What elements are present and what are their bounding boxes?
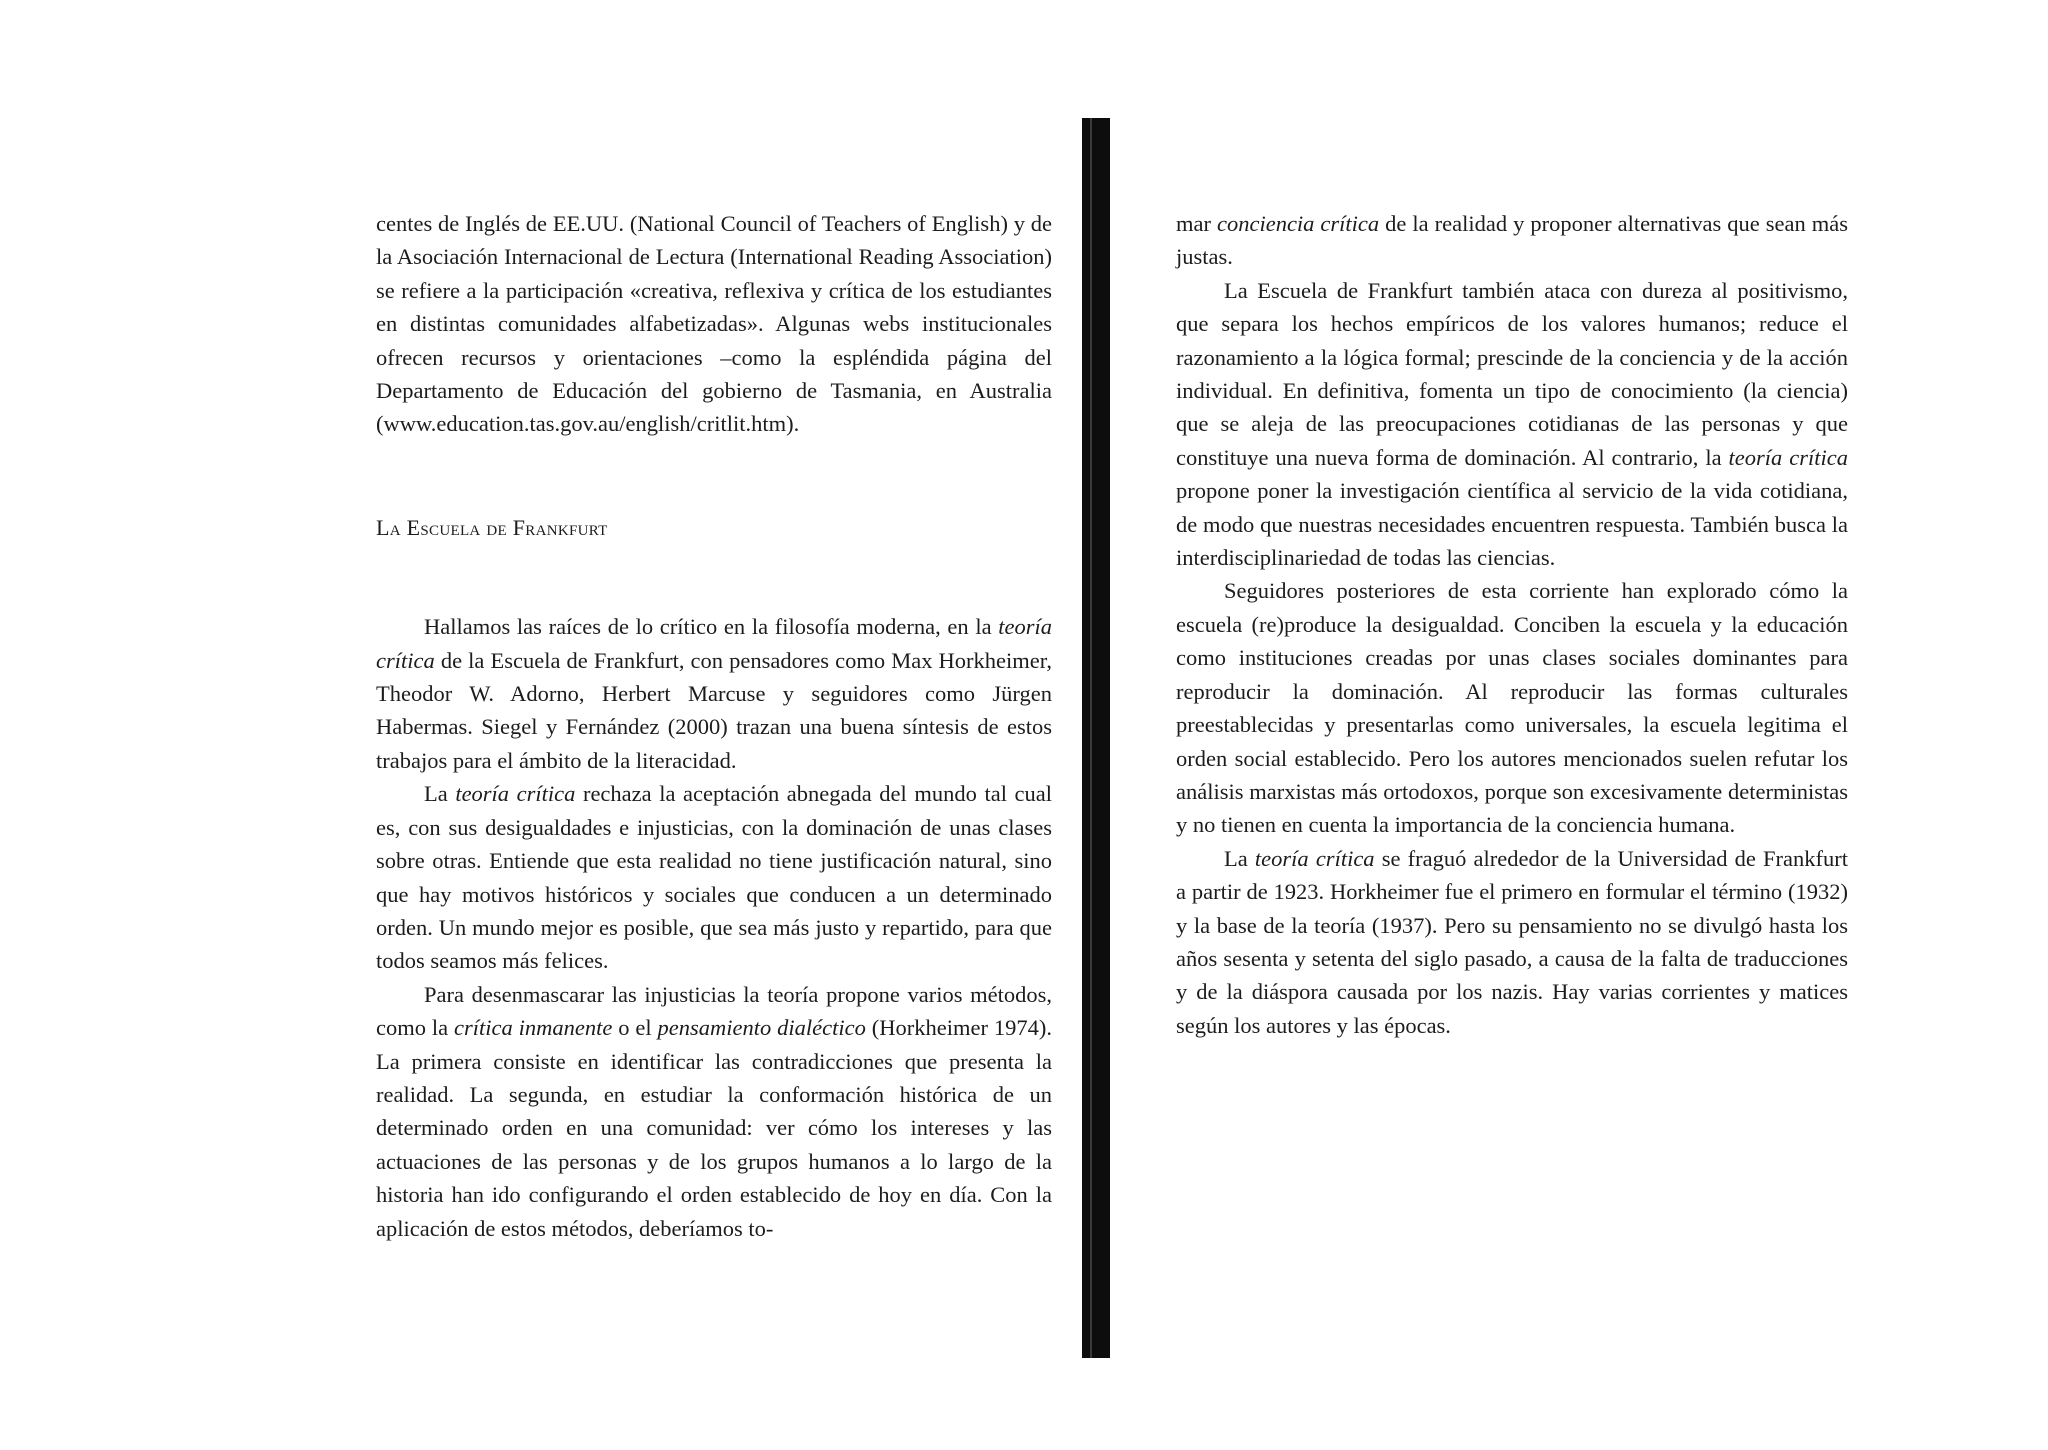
left-page-column [376, 207, 1052, 1245]
paragraph-roots: Hallamos las raíces de lo crítico en la filosofía moderna, en la teoría crítica de la Escuela de Frankfurt, con pensadores como Max Horkheimer, Theodor W. Adorno, Herbert Marcuse y seguidores como Jürgen Habermas. Siegel y Fernández (2000) trazan una buena síntesis de estos trabajos para el ámbito de la literacidad. [376, 614, 1052, 773]
intro-paragraph: centes de Inglés de EE.UU. (National Council of Teachers of English) y de la Asociación Internacional de Lectura (International Reading Association) se refiere a la participación «creativa, reflexiva y crítica de los estudiantes en distintas comunidades alfabetizadas». Algunas webs institucionales ofrecen recursos y orientaciones –como la espléndida página del Departamento de Educación del gobierno de Tasmania, en Australia (www.education.tas.gov.au/english/critlit.htm). [376, 211, 1052, 437]
paragraph-critical-theory: La teoría crítica rechaza la aceptación abnegada del mundo tal cual es, con sus desigualdades e injusticias, con la dominación de unas clases sobre otras. Entiende que esta realidad no tiene justificación natural, sino que hay motivos históricos y sociales que conducen a un determinado orden. Un mundo mejor es posible, que sea más justo y repartido, para que todos seamos más felices. [376, 781, 1052, 974]
paragraph-reproduction: Seguidores posteriores de esta corriente han explorado cómo la escuela (re)produce la desigualdad. Conciben la escuela y la educación como instituciones creadas por unas clases sociales dominantes para reproducir la dominación. Al reproducir las formas culturales preestablecidas y presentarlas como universales, la escuela legitima el orden social establecido. Pero los autores mencionados suelen refutar los análisis marxistas más ortodoxos, porque son excesivamente deterministas y no tienen en cuenta la importancia de la conciencia humana. [1176, 578, 1848, 838]
section-heading: La Escuela de Frankfurt [376, 514, 608, 540]
paragraph-positivism: La Escuela de Frankfurt también ataca con dureza al positivismo, que separa los hechos empíricos de los valores humanos; reduce el razonamiento a la lógica formal; prescinde de la conciencia y de la acción individual. En definitiva, fomenta un tipo de conocimiento (la ciencia) que se aleja de las preocupaciones cotidianas de las personas y que constituye una nueva forma de dominación. Al contrario, la teoría crítica propone poner la investigación científica al servicio de la vida cotidiana, de modo que nuestras necesidades encuentren respuesta. También busca la interdisciplinariedad de todas las ciencias. [1176, 277, 1848, 571]
paragraph-history: La teoría crítica se fraguó alrededor de la Universidad de Frankfurt a partir de 1923. Horkheimer fue el primero en formular el término (1932) y la base de la teoría (1937). Pero su pensamiento no se divulgó hasta los años sesenta y setenta del siglo pasado, a causa de la falta de traducciones y de la diáspora causada por los nazis. Hay varias corrientes y matices según los autores y las épocas. [1176, 845, 1848, 1038]
book-gutter [1082, 118, 1110, 1358]
right-page-column [1176, 207, 1848, 1042]
paragraph-methods: Para desenmascarar las injusticias la teoría propone varios métodos, como la crítica inmanente o el pensamiento dialéctico (Horkheimer 1974). La primera consiste en identificar las contradicciones que presenta la realidad. La segunda, en estudiar la conformación histórica de un determinado orden en una comunidad: ver cómo los intereses y las actuaciones de las personas y de los grupos humanos a lo largo de la historia han ido configurando el orden establecido de hoy en día. Con la aplicación de estos métodos, deberíamos to- [376, 981, 1052, 1241]
paragraph-continuation: mar conciencia crítica de la realidad y proponer alternativas que sean más justas. [1176, 211, 1848, 270]
